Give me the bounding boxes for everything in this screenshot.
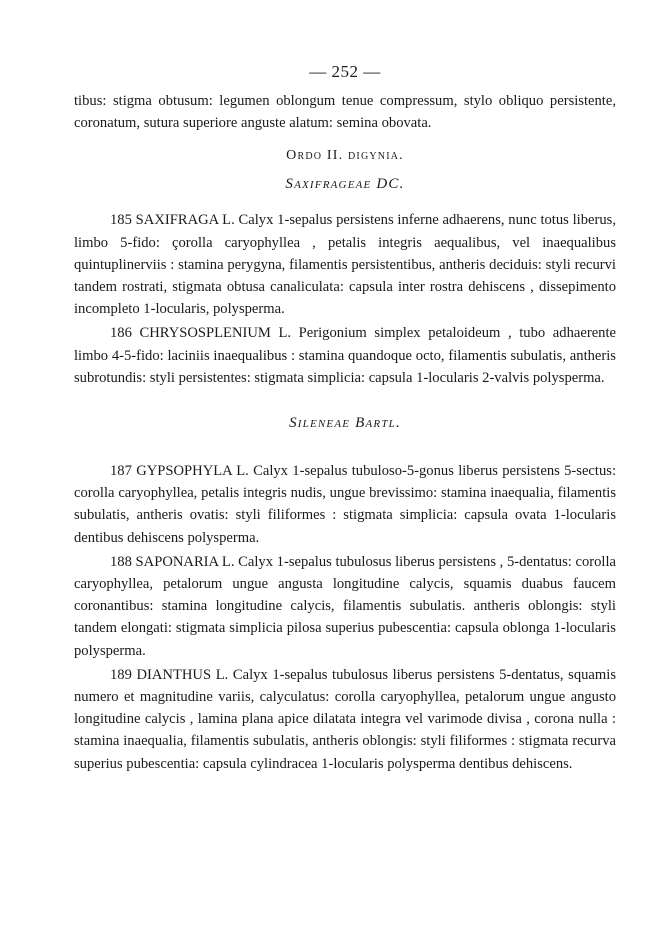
genus-entry-186: 186 CHRYSOSPLENIUM L. Perigonium simplex petaloideum , tubo adhaerente limbo 4-5-fido: laciniis inaequalibus : stamina quandoque octo, filamentis subulatis, antheris subrotundis: styli persistentes: stigmata simplicia: capsula 1-locularis 2-valvis polysperma. bbox=[74, 325, 616, 386]
genus-entry-185: 185 SAXIFRAGA L. Calyx 1-sepalus persistens inferne adhaerens, nunc totus liberus, limbo 5-fido: çorolla caryophyllea , petalis integris aequalibus, vel inaequalibus quintuplinerviis : stamina perygyna, filamentis persistentibus, antheris deciduis: styli recurvi tandem rostrati, stigmata obtusa canaliculata: capsula inter rostra dehiscens , dissepimento incompleto 1-locularis, polysperma. bbox=[74, 212, 616, 318]
document-page bbox=[74, 62, 616, 775]
order-heading: Ordo II. digynia. bbox=[286, 148, 404, 164]
page-number: — 252 — bbox=[309, 62, 381, 81]
genus-entry-189: 189 DIANTHUS L. Calyx 1-sepalus tubulosus liberus persistens 5-dentatus, squamis numero et magnitudine variis, calyculatus: corolla caryophyllea, petalorum ungue angusto longitudine calycis , lamina plana apice dilatata integra vel varimode divisa , corona nulla : stamina inaequalia, filamentis subulatis, antheris oblongis: styli filiformes : stigmata recurva superius pubescentia: capsula cylindracea 1-locularis polysperma dentibus dehiscens. bbox=[74, 666, 616, 772]
intro-paragraph: tibus: stigma obtusum: legumen oblongum tenue compressum, stylo obliquo persistente, coronatum, sutura superiore anguste alatum: semina obovata. bbox=[74, 93, 616, 132]
family-heading-sileneae: Sileneae Bartl. bbox=[289, 415, 401, 432]
family-heading-saxifrageae: Saxifrageae DC. bbox=[285, 176, 405, 193]
genus-entry-187: 187 GYPSOPHYLA L. Calyx 1-sepalus tubuloso-5-gonus liberus persistens 5-sectus: corolla caryophyllea, petalis integris nudis, ungue brevissimo: stamina inaequalia, filamentis subulatis, antheris ovatis: styli filiformes : stigmata simplicia: capsula ovata 1-locularis dentibus dehiscens polysperma. bbox=[74, 463, 616, 546]
genus-entry-188: 188 SAPONARIA L. Calyx 1-sepalus tubulosus liberus persistens , 5-dentatus: corolla caryophyllea, petalorum ungue angusta longitudine calycis, squamis duabus faucem coronantibus: stamina longitudine calycis, filamentis subulatis. antheris oblongis: styli tandem elongati: stigmata simplicia pilosa superius pubescentia: capsula oblonga 1-locularis polysperma. bbox=[74, 553, 616, 659]
